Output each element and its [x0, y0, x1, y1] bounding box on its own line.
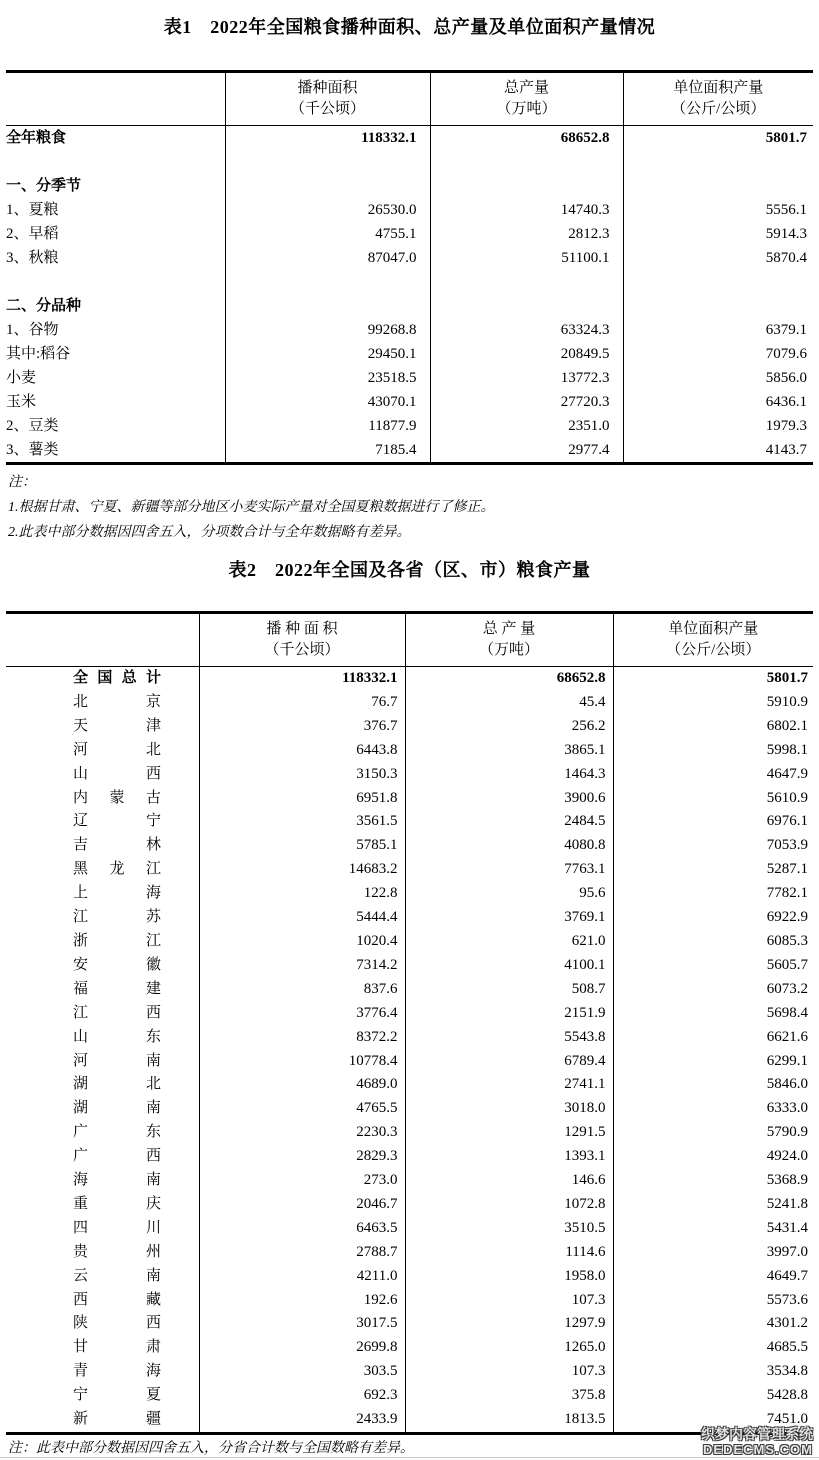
row-value: 1265.0 [405, 1336, 613, 1360]
row-value: 4211.0 [199, 1265, 405, 1289]
row-label [6, 1169, 199, 1193]
row-value [430, 294, 623, 318]
row-value: 4143.7 [623, 438, 813, 464]
row-value [623, 150, 813, 174]
province-name: 江西 [73, 1004, 161, 1021]
table-row [6, 787, 813, 811]
row-value: 7451.0 [613, 1408, 813, 1433]
row-value: 68652.8 [430, 126, 623, 151]
province-name: 江苏 [73, 909, 161, 926]
row-label [6, 1312, 199, 1336]
row-value: 76.7 [199, 691, 405, 715]
row-label [6, 691, 199, 715]
row-label [6, 906, 199, 930]
row-label [6, 1360, 199, 1384]
row-value: 107.3 [405, 1360, 613, 1384]
row-value: 2741.1 [405, 1073, 613, 1097]
row-value: 192.6 [199, 1289, 405, 1313]
row-value: 26530.0 [225, 198, 430, 222]
row-label [6, 1026, 199, 1050]
row-value: 7782.1 [613, 882, 813, 906]
row-label [6, 858, 199, 882]
table2-col-header-total-output [405, 613, 613, 667]
row-value: 1291.5 [405, 1121, 613, 1145]
row-label [6, 810, 199, 834]
row-label [6, 1050, 199, 1074]
row-value: 7314.2 [199, 954, 405, 978]
table-row [6, 318, 813, 342]
row-value: 5368.9 [613, 1169, 813, 1193]
col-header-line2: （千公顷） [289, 101, 365, 117]
table-row [6, 1050, 813, 1074]
table-row [6, 691, 813, 715]
row-label: 3、薯类 [6, 442, 59, 458]
row-value: 6379.1 [623, 318, 813, 342]
row-value: 5605.7 [613, 954, 813, 978]
col-header-line1: 播种面积 [297, 80, 358, 96]
row-label [6, 930, 199, 954]
province-name: 福建 [73, 980, 161, 997]
table1-header-row [6, 72, 813, 126]
province-name: 四川 [73, 1219, 161, 1236]
table-row [6, 270, 813, 294]
row-value: 303.5 [199, 1360, 405, 1384]
row-value: 1958.0 [405, 1265, 613, 1289]
row-value: 2699.8 [199, 1336, 405, 1360]
row-value: 273.0 [199, 1169, 405, 1193]
table-row [6, 763, 813, 787]
table-row [6, 1002, 813, 1026]
col-header-line2: （千公顷） [264, 642, 340, 658]
row-label: 2、早稻 [6, 226, 59, 242]
table-row [6, 834, 813, 858]
table-row [6, 1312, 813, 1336]
row-value: 3900.6 [405, 787, 613, 811]
row-value: 118332.1 [199, 667, 405, 691]
table-row [6, 930, 813, 954]
table2-provincial-grain [6, 611, 813, 1435]
row-label [6, 1289, 199, 1313]
row-value: 6333.0 [613, 1097, 813, 1121]
table-row [6, 810, 813, 834]
province-name: 全国总计 [73, 670, 161, 686]
table-row [6, 414, 813, 438]
note-line: 1.根据甘肃、宁夏、新疆等部分地区小麦实际产量对全国夏粮数据进行了修正。 [8, 500, 495, 515]
row-label [6, 1408, 199, 1433]
row-value: 256.2 [405, 715, 613, 739]
watermark-cn-text: 织梦内容管理系统 [701, 1426, 813, 1442]
table2-header-row [6, 613, 813, 667]
row-label [6, 715, 199, 739]
row-value: 6951.8 [199, 787, 405, 811]
row-value: 43070.1 [225, 390, 430, 414]
table-row [6, 174, 813, 198]
province-name: 宁夏 [73, 1387, 161, 1404]
row-label [6, 1002, 199, 1026]
province-name: 海南 [73, 1172, 161, 1189]
note-line: 2.此表中部分数据因四舍五入，分项数合计与全年数据略有差异。 [8, 525, 411, 540]
province-name: 安徽 [73, 956, 161, 973]
row-value: 5910.9 [613, 691, 813, 715]
row-label [6, 1121, 199, 1145]
row-value: 1813.5 [405, 1408, 613, 1433]
row-value: 1114.6 [405, 1241, 613, 1265]
row-value: 6463.5 [199, 1217, 405, 1241]
row-value: 3561.5 [199, 810, 405, 834]
row-value [430, 270, 623, 294]
row-value: 146.6 [405, 1169, 613, 1193]
page-bottom-divider [0, 1457, 819, 1458]
row-value: 5870.4 [623, 246, 813, 270]
row-label: 全年粮食 [6, 130, 67, 146]
province-name: 天津 [73, 717, 161, 734]
row-value: 2433.9 [199, 1408, 405, 1433]
row-value: 20849.5 [430, 342, 623, 366]
province-name: 河南 [73, 1052, 161, 1069]
row-value: 4924.0 [613, 1145, 813, 1169]
table1-grain-summary [6, 70, 813, 465]
col-header-line2: （万吨） [496, 101, 557, 117]
table-row [6, 1097, 813, 1121]
row-value [623, 174, 813, 198]
row-value: 3865.1 [405, 739, 613, 763]
province-name: 北京 [73, 693, 161, 710]
row-value: 5431.4 [613, 1217, 813, 1241]
col-header-line2: （公斤/公顷） [671, 101, 766, 117]
row-value: 3017.5 [199, 1312, 405, 1336]
row-label: 二、分品种 [6, 298, 82, 314]
row-value: 7185.4 [225, 438, 430, 464]
row-value [225, 174, 430, 198]
table2-note: 注：此表中部分数据因四舍五入，分省合计数与全国数略有差异。 [8, 1441, 414, 1456]
table1-col-header-total-output [430, 72, 623, 126]
row-value: 68652.8 [405, 667, 613, 691]
row-label [6, 1265, 199, 1289]
row-value: 5573.6 [613, 1289, 813, 1313]
row-value: 5428.8 [613, 1384, 813, 1408]
row-value: 6436.1 [623, 390, 813, 414]
row-value: 95.6 [405, 882, 613, 906]
row-label [6, 1384, 199, 1408]
table-row [6, 1169, 813, 1193]
row-value: 5287.1 [613, 858, 813, 882]
row-value: 6085.3 [613, 930, 813, 954]
row-value: 3997.0 [613, 1241, 813, 1265]
table-row [6, 1360, 813, 1384]
row-value: 6922.9 [613, 906, 813, 930]
row-value: 3769.1 [405, 906, 613, 930]
row-value: 4685.5 [613, 1336, 813, 1360]
row-value: 837.6 [199, 978, 405, 1002]
row-value: 5241.8 [613, 1193, 813, 1217]
table-row [6, 126, 813, 151]
province-name: 贵州 [73, 1243, 161, 1260]
province-name: 河北 [73, 741, 161, 758]
row-value: 1297.9 [405, 1312, 613, 1336]
table-row [6, 1336, 813, 1360]
province-name: 新疆 [73, 1411, 161, 1428]
col-header-line1: 单位面积产量 [668, 621, 759, 637]
row-value: 5543.8 [405, 1026, 613, 1050]
row-value: 1072.8 [405, 1193, 613, 1217]
row-value: 5846.0 [613, 1073, 813, 1097]
row-value: 4301.2 [613, 1312, 813, 1336]
row-value: 5801.7 [613, 667, 813, 691]
row-value: 7079.6 [623, 342, 813, 366]
row-label [6, 834, 199, 858]
row-value: 4689.0 [199, 1073, 405, 1097]
col-header-line1: 单位面积产量 [673, 80, 764, 96]
row-value: 3510.5 [405, 1217, 613, 1241]
table-row [6, 294, 813, 318]
table-row [6, 954, 813, 978]
province-name: 甘肃 [73, 1339, 161, 1356]
row-value: 5556.1 [623, 198, 813, 222]
col-header-line2: （公斤/公顷） [666, 642, 761, 658]
row-label [6, 1241, 199, 1265]
row-value [430, 174, 623, 198]
row-label [6, 763, 199, 787]
row-value: 2829.3 [199, 1145, 405, 1169]
province-name: 湖南 [73, 1100, 161, 1117]
table-row [6, 1384, 813, 1408]
row-value: 621.0 [405, 930, 613, 954]
row-value [623, 270, 813, 294]
table1-body [6, 126, 813, 464]
row-value: 3150.3 [199, 763, 405, 787]
province-name: 黑龙江 [73, 861, 161, 878]
row-value: 508.7 [405, 978, 613, 1002]
province-name: 广西 [73, 1148, 161, 1165]
province-name: 西藏 [73, 1291, 161, 1308]
row-value: 87047.0 [225, 246, 430, 270]
table-row [6, 1193, 813, 1217]
table-row [6, 739, 813, 763]
row-value: 122.8 [199, 882, 405, 906]
row-value: 63324.3 [430, 318, 623, 342]
province-name: 广东 [73, 1124, 161, 1141]
row-value: 5785.1 [199, 834, 405, 858]
row-value: 692.3 [199, 1384, 405, 1408]
row-value: 5698.4 [613, 1002, 813, 1026]
row-value: 5790.9 [613, 1121, 813, 1145]
row-value: 4080.8 [405, 834, 613, 858]
table2-corner-cell [6, 613, 199, 667]
row-value: 51100.1 [430, 246, 623, 270]
row-value: 4765.5 [199, 1097, 405, 1121]
row-value: 4649.7 [613, 1265, 813, 1289]
row-value: 5444.4 [199, 906, 405, 930]
table-row [6, 198, 813, 222]
row-label: 1、夏粮 [6, 202, 59, 218]
col-header-line1: 总产量 [503, 80, 549, 96]
row-value: 10778.4 [199, 1050, 405, 1074]
table-row [6, 1217, 813, 1241]
row-value: 11877.9 [225, 414, 430, 438]
row-value: 6976.1 [613, 810, 813, 834]
row-value: 45.4 [405, 691, 613, 715]
row-value: 2484.5 [405, 810, 613, 834]
row-label [6, 150, 225, 174]
row-value: 7763.1 [405, 858, 613, 882]
province-name: 陕西 [73, 1315, 161, 1332]
row-value: 5610.9 [613, 787, 813, 811]
table-row [6, 150, 813, 174]
row-label: 2、豆类 [6, 418, 59, 434]
row-value: 2230.3 [199, 1121, 405, 1145]
row-value: 3534.8 [613, 1360, 813, 1384]
province-name: 辽宁 [73, 813, 161, 830]
table1-corner-cell [6, 72, 225, 126]
row-label [6, 667, 199, 691]
table-row [6, 1026, 813, 1050]
row-value: 27720.3 [430, 390, 623, 414]
table1-col-header-sown-area [225, 72, 430, 126]
row-value: 6789.4 [405, 1050, 613, 1074]
row-value: 4755.1 [225, 222, 430, 246]
table1-title: 表1 2022年全国粮食播种面积、总产量及单位面积产量情况 [163, 17, 656, 37]
table2-col-header-sown-area [199, 613, 405, 667]
table-row [6, 342, 813, 366]
table1-notes [8, 470, 819, 545]
row-value: 1393.1 [405, 1145, 613, 1169]
table-row [6, 882, 813, 906]
row-value: 3018.0 [405, 1097, 613, 1121]
row-value: 5801.7 [623, 126, 813, 151]
row-value: 107.3 [405, 1289, 613, 1313]
table-row [6, 1145, 813, 1169]
row-label: 玉米 [6, 394, 37, 410]
row-value [225, 294, 430, 318]
row-value: 1020.4 [199, 930, 405, 954]
table-row [6, 366, 813, 390]
table-row [6, 1265, 813, 1289]
row-label [6, 1145, 199, 1169]
row-label [6, 787, 199, 811]
row-label: 1、谷物 [6, 322, 59, 338]
row-value: 2977.4 [430, 438, 623, 464]
row-label [6, 1336, 199, 1360]
table-row [6, 858, 813, 882]
table2-body [6, 667, 813, 1434]
province-name: 重庆 [73, 1195, 161, 1212]
row-value: 8372.2 [199, 1026, 405, 1050]
note-line: 注： [8, 475, 36, 490]
row-value: 14740.3 [430, 198, 623, 222]
row-value: 376.7 [199, 715, 405, 739]
col-header-line1: 播 种 面 积 [266, 621, 338, 637]
row-value: 13772.3 [430, 366, 623, 390]
row-label [6, 1097, 199, 1121]
province-name: 青海 [73, 1363, 161, 1380]
watermark-en-text: DEDECMS.COM [703, 1442, 813, 1457]
row-value: 14683.2 [199, 858, 405, 882]
table-row [6, 906, 813, 930]
row-value: 1464.3 [405, 763, 613, 787]
row-value: 29450.1 [225, 342, 430, 366]
province-name: 山西 [73, 765, 161, 782]
row-value: 5998.1 [613, 739, 813, 763]
row-value: 2788.7 [199, 1241, 405, 1265]
province-name: 云南 [73, 1267, 161, 1284]
row-label [6, 1217, 199, 1241]
row-value: 6073.2 [613, 978, 813, 1002]
row-value [623, 294, 813, 318]
row-value: 1979.3 [623, 414, 813, 438]
row-value: 3776.4 [199, 1002, 405, 1026]
row-label [6, 954, 199, 978]
row-value: 118332.1 [225, 126, 430, 151]
province-name: 湖北 [73, 1076, 161, 1093]
row-label [6, 978, 199, 1002]
table2-title: 表2 2022年全国及各省（区、市）粮食产量 [228, 560, 591, 580]
province-name: 山东 [73, 1028, 161, 1045]
row-label: 一、分季节 [6, 178, 82, 194]
row-value: 23518.5 [225, 366, 430, 390]
table-row [6, 978, 813, 1002]
row-label [6, 882, 199, 906]
table-row [6, 390, 813, 414]
row-value: 7053.9 [613, 834, 813, 858]
province-name: 吉林 [73, 837, 161, 854]
row-value: 6802.1 [613, 715, 813, 739]
col-header-line2: （万吨） [478, 642, 539, 658]
table2-col-header-yield [613, 613, 813, 667]
table-row [6, 667, 813, 691]
table-row [6, 1289, 813, 1313]
row-value: 5856.0 [623, 366, 813, 390]
row-label: 其中:稻谷 [6, 346, 71, 362]
row-value: 2812.3 [430, 222, 623, 246]
col-header-line1: 总 产 量 [482, 621, 536, 637]
watermark [701, 1427, 813, 1457]
row-value: 2351.0 [430, 414, 623, 438]
row-value [225, 270, 430, 294]
row-label: 小麦 [6, 370, 37, 386]
row-value [225, 150, 430, 174]
table-row [6, 1073, 813, 1097]
row-value: 6443.8 [199, 739, 405, 763]
row-value: 6299.1 [613, 1050, 813, 1074]
row-value: 2151.9 [405, 1002, 613, 1026]
province-name: 内蒙古 [73, 789, 161, 806]
row-value: 375.8 [405, 1384, 613, 1408]
row-value: 99268.8 [225, 318, 430, 342]
row-label [6, 1073, 199, 1097]
row-value: 6621.6 [613, 1026, 813, 1050]
row-label [6, 270, 225, 294]
row-value: 5914.3 [623, 222, 813, 246]
row-label [6, 1193, 199, 1217]
row-value: 4647.9 [613, 763, 813, 787]
table-row [6, 1121, 813, 1145]
table-row [6, 246, 813, 270]
row-value: 2046.7 [199, 1193, 405, 1217]
table1-col-header-yield [623, 72, 813, 126]
row-value: 4100.1 [405, 954, 613, 978]
province-name: 浙江 [73, 932, 161, 949]
table-row [6, 222, 813, 246]
province-name: 上海 [73, 885, 161, 902]
table-row [6, 1408, 813, 1433]
row-value [430, 150, 623, 174]
table-row [6, 1241, 813, 1265]
row-label: 3、秋粮 [6, 250, 59, 266]
table-row [6, 715, 813, 739]
table-row [6, 438, 813, 464]
row-label [6, 739, 199, 763]
